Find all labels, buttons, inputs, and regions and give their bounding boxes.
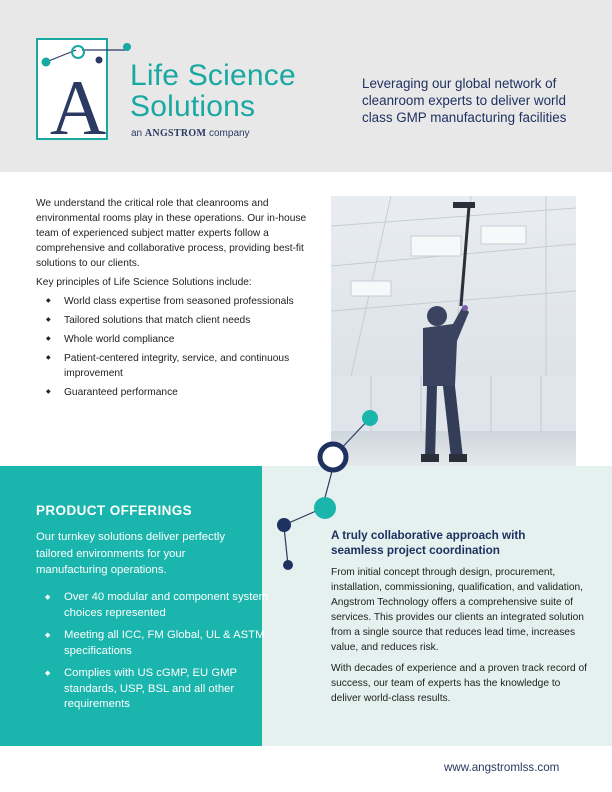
logo-sub-brand: ANGSTROM bbox=[144, 128, 207, 139]
dot-navy bbox=[277, 518, 291, 532]
product-offerings-text: Our turnkey solutions deliver perfectly tailored environments for your manufacturing operations. bbox=[36, 531, 225, 576]
dot-ring bbox=[320, 444, 346, 470]
list-item: ◆ Complies with US cGMP, EU GMP standards, USP, BSL and all other requirements bbox=[64, 666, 274, 713]
logo-name-line2: Solutions bbox=[130, 90, 256, 123]
list-item: ◆ Whole world compliance bbox=[64, 332, 308, 347]
logo-sub-suffix: company bbox=[208, 128, 250, 139]
list-item: ◆ Over 40 modular and component system choices represented bbox=[64, 590, 274, 621]
logo-name-line1: Life Science bbox=[130, 59, 296, 92]
product-offerings-list bbox=[36, 590, 274, 720]
collaboration-title: A truly collaborative approach with seamless project coordination bbox=[331, 529, 526, 557]
list-item: ◆ Meeting all ICC, FM Global, UL & ASTM specifications bbox=[64, 628, 274, 659]
dot-navy-small bbox=[283, 560, 293, 570]
logo-sub-prefix: an bbox=[131, 128, 143, 139]
collaboration-paragraph: With decades of experience and a proven track record of success, our team of experts has the knowledge to deliver world-class results. bbox=[331, 663, 587, 704]
collaboration-body bbox=[331, 565, 587, 712]
collaboration-paragraph: From initial concept through design, procurement, installation, commissioning, qualification, and validation, Angstrom Technology offers a comprehensive suite of services. This provides our clients an integrated solution from a single source that reduces lead time, increases value, and reduces risk. bbox=[331, 567, 584, 653]
intro-paragraph: We understand the critical role that cleanrooms and environmental rooms play in these operations. Our in-house team of experienced subject matter experts follow a comprehensive and collaborative process, providing best-fit solutions to our clients. bbox=[36, 198, 307, 269]
list-item: ◆ Patient-centered integrity, service, and continuous improvement bbox=[64, 351, 308, 381]
key-principles-label: Key principles of Life Science Solutions include: bbox=[36, 277, 252, 288]
footer-url-link[interactable]: www.angstromlss.com bbox=[444, 761, 560, 774]
dot-teal-large bbox=[314, 497, 336, 519]
product-offerings-title: PRODUCT OFFERINGS bbox=[36, 503, 193, 518]
dot-teal-top bbox=[362, 410, 378, 426]
logo-letter: A bbox=[49, 64, 107, 145]
list-item: ◆ Tailored solutions that match client needs bbox=[64, 313, 308, 328]
list-item: ◆ Guaranteed performance bbox=[64, 385, 308, 400]
list-item: ◆ World class expertise from seasoned professionals bbox=[64, 294, 308, 309]
header-tagline: Leveraging our global network of cleanroom experts to deliver world class GMP manufacturing facilities bbox=[362, 76, 567, 125]
